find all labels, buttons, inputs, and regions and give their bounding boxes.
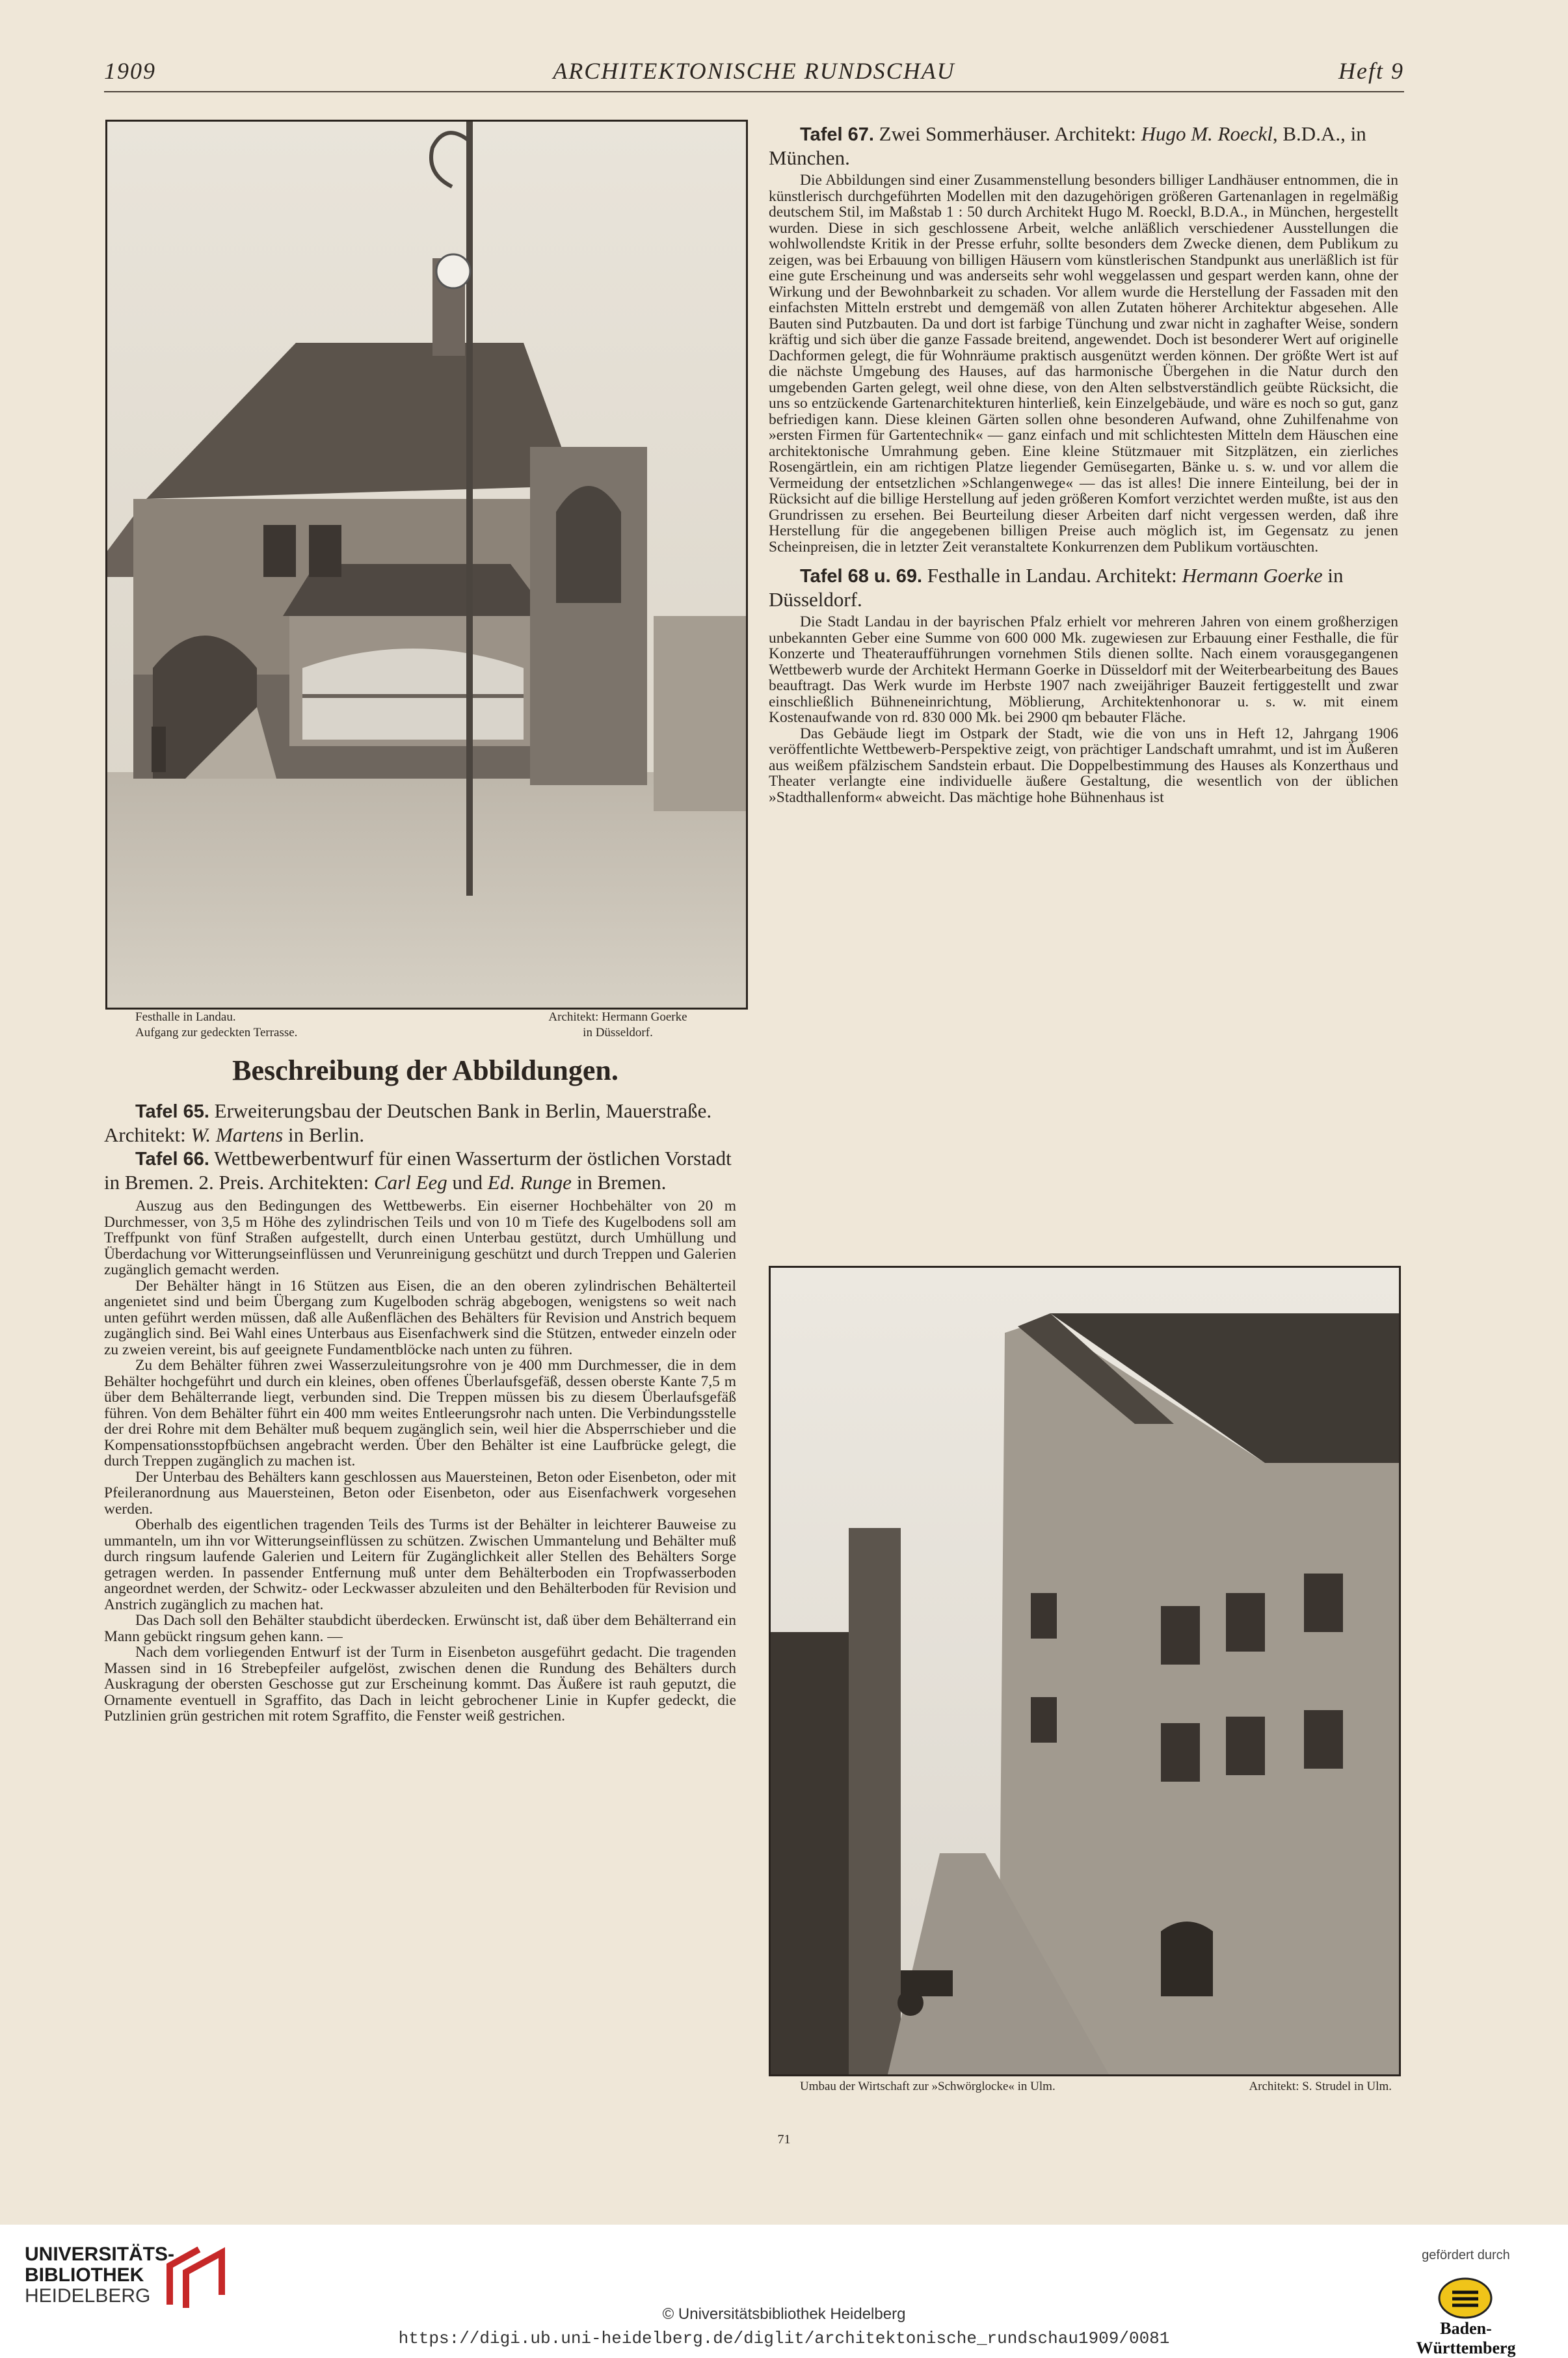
- tafel-67-architect: Hugo M. Roeckl: [1141, 122, 1273, 145]
- tafel-66-entry: [104, 1147, 736, 1194]
- header-year: 1909: [104, 58, 156, 84]
- left-paragraph: Auszug aus den Bedingungen des Wettbewerbs. Ein eiserner Hochbehälter von 20 m Durchmesser, von 3,5 m Höhe des zylindrischen Teils und von 10 m Tiefe des Kugelbodens soll am Treffpunkt von fünf Straßen aufgestellt, durch einen Unterbau gestützt, durch Umhüllung und Überdachung vor Witterungseinflüssen und Verunreinigung geschützt und durch Treppen und Galerien zugänglich gemacht werden.: [104, 1198, 736, 1278]
- left-paragraph: Der Unterbau des Behälters kann geschlossen aus Mauersteinen, Beton oder Eisenbeton, oder mit Pfeileranordnung aus Mauersteinen, Beton oder Eisenbeton, oder aus Eisenfachwerk vorgesehen werden.: [104, 1468, 736, 1518]
- bottom-figure-caption-right: Architekt: S. Strudel in Ulm.: [1249, 2080, 1392, 2093]
- library-name-line-2: BIBLIOTHEK: [25, 2264, 144, 2286]
- library-logo-icon: [160, 2243, 232, 2314]
- funded-by-label: gefördert durch: [1422, 2248, 1510, 2262]
- tafel-66-mid: und: [447, 1171, 488, 1194]
- bottom-figure-caption-left: Umbau der Wirtschaft zur »Schwörglocke« in Ulm.: [800, 2080, 1056, 2093]
- header-rule: [104, 91, 1404, 92]
- header-journal-title: ARCHITEKTONISCHE RUNDSCHAU: [553, 58, 955, 84]
- caption-right-line-2: in Düsseldorf.: [583, 1026, 653, 1039]
- left-paragraph: Zu dem Behälter führen zwei Wasserzuleitungsrohre von je 400 mm Durchmesser, die in dem Behälter hochgeführt und durch ein kleines, oben offenes Überlaufsgefäß, dessen oberste Kante 7,5 m über dem Behälterrande liegt, verbunden sind. Die Treppen müssen bis zu diesem Überlaufsgefäß führen. Von dem Behälter führt ein 400 mm weites Entleerungsrohr nach unten. Die Verbindungsstelle der drei Rohre mit dem Behälter muß bequem zugänglich sein, weil hier die Absperrschieber und die Kompensationsstopfbüchsen angebracht werden. Über den Behälter ist eine Laufbrücke gelegt, die durch Treppen zugänglich zu machen ist.: [104, 1357, 736, 1469]
- tafel-68-entry: [769, 564, 1398, 611]
- tafel-68-tail: in Düsseldorf.: [769, 564, 1344, 611]
- left-paragraph: Nach dem vorliegenden Entwurf ist der Turm in Eisenbeton ausgeführt gedacht. Die tragenden Massen sind in 16 Strebepfeiler aufgelöst, zwischen denen die Rundung des Behälters durch Auskragung der obersten Geschosse gut zur Erscheinung kommt. Das Äußere ist rauh geputzt, die Ornamente eventuell in Sgraffito, das Dach in leicht gebrochener Linie in Kupfer gedeckt, die Putzlinien grün gestrichen mit rotem Sgraffito, die Fenster weiß gestrichen.: [104, 1644, 736, 1724]
- tafel-65-label: Tafel 65.: [135, 1101, 209, 1122]
- tafel-66-text: Wettbewerbentwurf für einen Wasserturm der östlichen Vorstadt in Bremen. 2. Preis. Architekten:: [104, 1147, 732, 1194]
- festhalle-photo-image: [107, 122, 746, 1008]
- left-paragraph: Das Dach soll den Behälter staubdicht überdecken. Erwünscht ist, daß über dem Behälterrand ein Mann gebückt ringsum gehen kann. —: [104, 1612, 736, 1645]
- top-figure-caption-right: [494, 1010, 741, 1041]
- tafel-67-tail: , B.D.A., in München.: [769, 122, 1366, 169]
- running-header: [104, 57, 1404, 90]
- section-title: Beschreibung der Abbildungen.: [232, 1054, 618, 1086]
- library-name-line-1: UNIVERSITÄTS-: [25, 2244, 175, 2265]
- tafel-68-paragraph: Das Gebäude liegt im Ostpark der Stadt, wie die von uns in Heft 12, Jahrgang 1906 veröffentlichte Wettbewerb-Perspektive zeigt, von prächtiger Landschaft umrahmt, und ist im Äußeren aus weißem pfälzischem Sandstein erbaut. Die Doppelbestimmung des Hauses als Konzerthaus und Theater verlangte eine individuelle äußere Gestaltung, die wesentlich von der üblichen »Stadthallenform« abweicht. Das mächtige hohe Bühnenhaus ist: [769, 725, 1398, 806]
- caption-right-line-1: Architekt: Hermann Goerke: [548, 1010, 687, 1024]
- page-number: 71: [777, 2132, 791, 2147]
- tafel-68-architect: Hermann Goerke: [1182, 564, 1323, 587]
- tafel-67-label: Tafel 67.: [800, 124, 874, 145]
- tafel-65-architect: W. Martens: [191, 1123, 284, 1146]
- tafel-66-tail: in Bremen.: [571, 1171, 667, 1194]
- funder-name: Baden-Württemberg: [1416, 2319, 1516, 2357]
- tafel-68-text: Festhalle in Landau. Architekt:: [922, 564, 1182, 587]
- tafel-66-label: Tafel 66.: [135, 1149, 209, 1170]
- tafel-66-architect-1: Carl Eeg: [373, 1171, 447, 1194]
- tafel-68-paragraph: Die Stadt Landau in der bayrischen Pfalz erhielt vor mehreren Jahren von einem großherzigen unbekannten Geber eine Summe von 600 000 Mk. zugewiesen zur Erbauung einer Festhalle, die für Konzerte und Theateraufführungen vornehmen Stils dienen sollte. Nach einem vorausgegangenen Wettbewerb wurde der Architekt Hermann Goerke in Düsseldorf mit der Weiterbearbeitung des Baues beauftragt. Das Werk wurde im Herbste 1907 nach zweijähriger Bauzeit fertiggestellt und zwar einschließlich Bühneneinrichtung, Möblierung, Architektenhonorar u. s. w. mit einem Kostenaufwande von rd. 830 000 Mk. bei 2900 qm bebauter Fläche.: [769, 613, 1398, 726]
- left-paragraph: Der Behälter hängt in 16 Stützen aus Eisen, die an den oberen zylindrischen Behälterteil angenietet sind und beim Übergang zum Kugelboden schräg abgebogen, wenigstens so weit nach unten geführt werden müssen, daß alle Außenflächen des Behälters für Revision und Anstrich bequem zugänglich sind. Bei Wahl eines Unterbaus aus Eisenfachwerk sind die Stützen, entweder einzeln oder zu zweien vereint, bis auf geeignete Fundamentblöcke nach unten zu führen.: [104, 1277, 736, 1358]
- copyright-notice: © Universitätsbibliothek Heidelberg: [662, 2305, 906, 2323]
- tafel-65-text: Erweiterungsbau der Deutschen Bank in Berlin, Mauerstraße. Architekt:: [104, 1099, 712, 1146]
- header-issue: Heft 9: [1338, 58, 1404, 84]
- coat-of-arms-icon: [1435, 2275, 1495, 2321]
- tafel-65-tail: in Berlin.: [283, 1123, 365, 1146]
- left-text-column: [104, 1099, 736, 1724]
- tafel-67-text: Zwei Sommerhäuser. Architekt:: [873, 122, 1141, 145]
- library-name[interactable]: [25, 2244, 174, 2307]
- library-name-line-3: HEIDELBERG: [25, 2285, 151, 2307]
- permalink-url[interactable]: https://digi.ub.uni-heidelberg.de/diglit/architektonische_rundschau1909/0081: [398, 2329, 1170, 2348]
- tafel-65-entry: [104, 1099, 736, 1147]
- schwoerglocke-photo-image: [771, 1268, 1399, 2074]
- tafel-68-label: Tafel 68 u. 69.: [800, 566, 923, 587]
- caption-left-line-1: Festhalle in Landau.: [135, 1010, 236, 1024]
- library-footer: [0, 2225, 1568, 2356]
- festhalle-photo: [105, 120, 748, 1010]
- tafel-67-paragraph: Die Abbildungen sind einer Zusammenstellung besonders billiger Landhäuser entnommen, die in künstlerisch durchgeführten Modellen mit den dazugehörigen größeren Gartenanlagen in regelmäßig deutschem Stil, im Maßstab 1 : 50 durch Architekt Hugo M. Roeckl, B.D.A., in München, hergestellt wurden. Diese in sich geschlossene Arbeit, welche anläßlich verschiedener Ausstellungen die wohlwollendste Kritik in der Presse erfuhr, sollte besonders dem Zwecke dienen, dem Publikum zu zeigen, was bei Erbauung von billigen Häusern vom künstlerischen Standpunkt aus unerläßlich ist für eine gute Erscheinung und was anderseits sehr wohl weggelassen und gespart werden kann, ohne der Wirkung und der Bewohnbarkeit zu schaden. Vor allem wurde die Herstellung der Fassaden mit den einfachsten Mitteln erstrebt und demgemäß von allen Zutaten höherer Architektur abgesehen. Alle Bauten sind Putzbauten. Da und dort ist farbige Tünchung und zwar nicht in zaghafter Weise, sondern kräftig und sich über die ganze Fassade breitend, angewendet. Doch ist besonderer Wert auf originelle Dachformen gelegt, die für Wohnräume praktisch ausgenützt werden können. Der größte Wert ist auf die nächste Umgebung des Hauses, auf das harmonische Übergehen in die Natur durch den umgebenden Garten gelegt, weil ohne diese, von den Alten selbstverständlich geübte Rücksicht, die uns so entzückende Gartenarchitekturen hinterließ, kein Einzelgebäude, und wäre es noch so gut, ganz befriedigen kann. Diese kleinen Gärten sollen ohne besonderen Aufwand, ohne Zuhilfenahme von »ersten Firmen für Gartentechnik« — ganz einfach und mit schlichtesten Mitteln dem Häuschen eine architektonische Umrahmung geben. Eine kleine Stützmauer mit Sitzplätzen, ein zierliches Rosengärtlein, ein am richtigen Platze liegender Gemüsegarten, Bänke u. s. w. und vor allem die Vermeidung der entsetzlichen »Schlangenwege« — das ist alles! Die innere Einteilung, bei der in Rücksicht auf die billige Herstellung auf jeden größeren Komfort verzichtet werden mußte, ist aus den Grundrissen zu ersehen. Bei Beurteilung dieser Arbeiten darf nicht vergessen werden, daß ihre Herstellung für die angegebenen billigen Preise auch möglich ist, im Gegensatz zu jenen Scheinpreisen, die in letzter Zeit veranstaltete Konkurrenzen dem Publikum vortäuschten.: [769, 172, 1398, 556]
- left-paragraph: Oberhalb des eigentlichen tragenden Teils des Turms ist der Behälter in leichterer Bauweise zu ummanteln, um ihn vor Witterungseinflüssen zu schützen. Zwischen Ummantelung und Behälter muß durch ringsum laufende Galerien und Leitern für Zugänglichkeit aller Stellen des Behälters Sorge getragen werden. In passender Entfernung muß unter dem Behälterboden ein Tropfwasserboden angeordnet werden, der Schwitz- oder Leckwasser abzuleiten und den Behälterboden für Revision und Anstrich zugänglich zu machen hat.: [104, 1516, 736, 1613]
- caption-left-line-2: Aufgang zur gedeckten Terrasse.: [135, 1026, 298, 1039]
- schwoerglocke-photo: [769, 1266, 1401, 2076]
- top-figure-caption-left: [135, 1010, 447, 1041]
- tafel-67-entry: [769, 122, 1398, 170]
- tafel-66-architect-2: Ed. Runge: [487, 1171, 572, 1194]
- right-text-column: [769, 122, 1398, 805]
